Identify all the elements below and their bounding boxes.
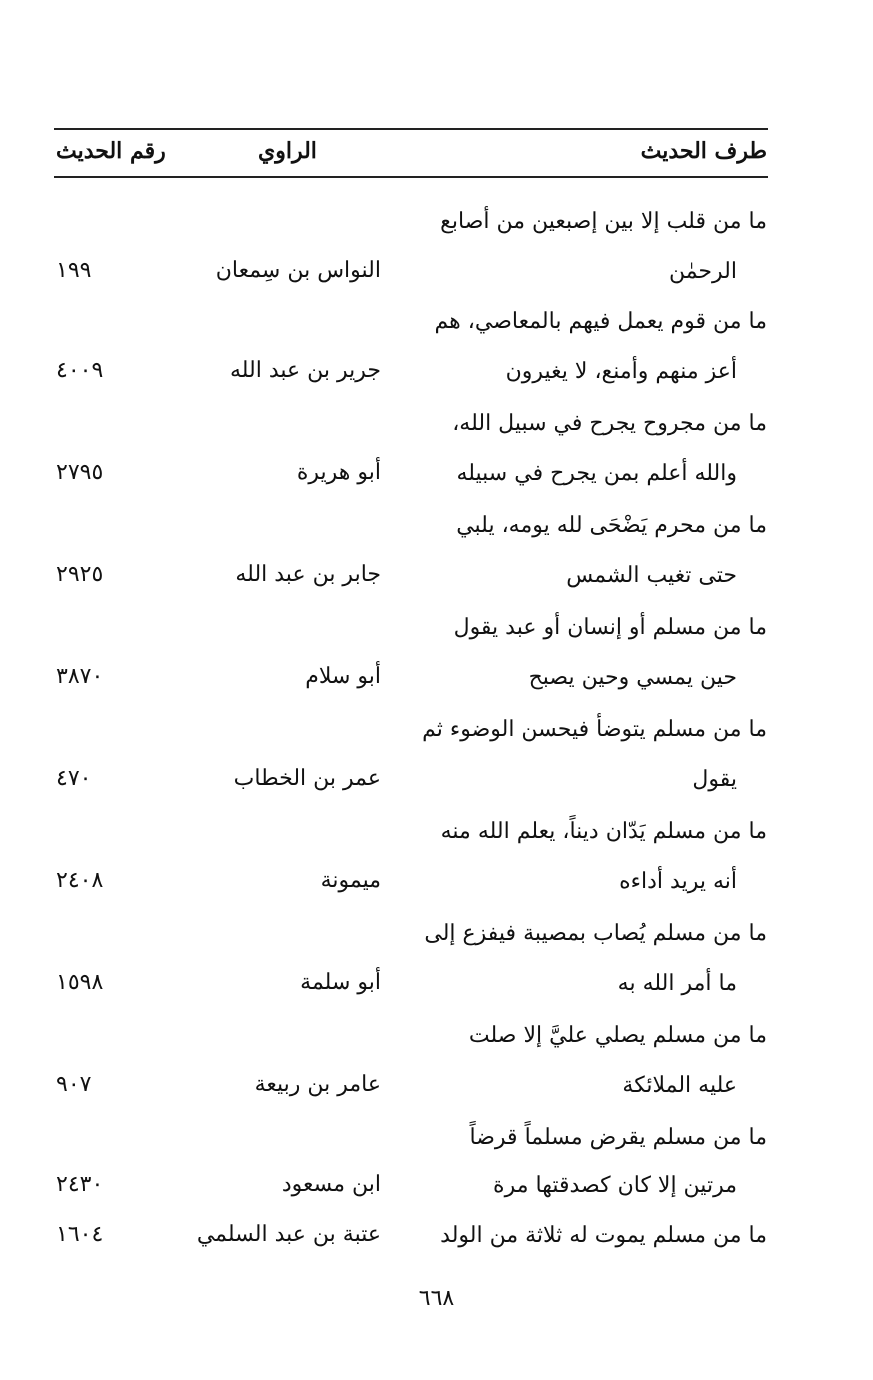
hadith-text-line1: ما من قوم يعمل فيهم بالمعاصي، هم bbox=[434, 309, 767, 334]
hadith-text-line2: عليه الملائكة bbox=[622, 1073, 737, 1098]
header-hadith: طرف الحديث bbox=[640, 138, 767, 164]
hadith-text-line1: ما من مسلم يَدّان ديناً، يعلم الله منه bbox=[440, 819, 767, 844]
hadith-text-line2: مرتين إلا كان كصدقتها مرة bbox=[493, 1173, 737, 1198]
narrator: أبو هريرة bbox=[296, 460, 381, 485]
narrator: جابر بن عبد الله bbox=[235, 562, 381, 587]
hadith-number: ٢٧٩٥ bbox=[56, 460, 104, 485]
hadith-text-line1: ما من مسلم يصلي عليَّ إلا صلت bbox=[468, 1023, 767, 1048]
hadith-text-line2: أنه يريد أداءه bbox=[619, 869, 737, 894]
hadith-text-line2: والله أعلم بمن يجرح في سبيله bbox=[456, 461, 737, 486]
hadith-number: ٣٨٧٠ bbox=[56, 664, 104, 689]
hadith-text-line1: ما من محرم يَضْحَى لله يومه، يلبي bbox=[456, 513, 767, 538]
hadith-text-line2: حتى تغيب الشمس bbox=[566, 563, 737, 588]
narrator: أبو سلام bbox=[305, 664, 381, 689]
narrator: النواس بن سِمعان bbox=[215, 258, 381, 283]
hadith-text-line1: ما من قلب إلا بين إصبعين من أصابع bbox=[440, 209, 767, 234]
header-narrator: الراوي bbox=[258, 138, 317, 164]
hadith-text-line1: ما من مجروح يجرح في سبيل الله، bbox=[452, 411, 767, 436]
page-number: ٦٦٨ bbox=[418, 1286, 455, 1311]
narrator: أبو سلمة bbox=[300, 970, 381, 995]
narrator: عتبة بن عبد السلمي bbox=[196, 1222, 381, 1247]
hadith-number: ١٦٠٤ bbox=[56, 1222, 104, 1247]
hadith-number: ٢٤٠٨ bbox=[56, 868, 104, 893]
hadith-text-line1: ما من مسلم يتوضأ فيحسن الوضوء ثم bbox=[422, 717, 767, 742]
hadith-number: ٤٧٠ bbox=[56, 766, 92, 791]
hadith-text-line2: يقول bbox=[692, 767, 737, 792]
narrator: ابن مسعود bbox=[281, 1172, 381, 1197]
hadith-text-line1: ما من مسلم أو إنسان أو عبد يقول bbox=[453, 615, 767, 640]
top-rule bbox=[54, 128, 768, 130]
hadith-text-line1: ما من مسلم يُصاب بمصيبة فيفزع إلى bbox=[424, 921, 767, 946]
header-number: رقم الحديث bbox=[56, 138, 166, 164]
hadith-number: ٩٠٧ bbox=[56, 1072, 92, 1097]
narrator: عامر بن ربيعة bbox=[254, 1072, 381, 1097]
hadith-text-line2: الرحمٰن bbox=[668, 259, 737, 284]
hadith-number: ٢٤٣٠ bbox=[56, 1172, 104, 1197]
hadith-number: ١٩٩ bbox=[56, 258, 92, 283]
hadith-text-line1: ما من مسلم يموت له ثلاثة من الولد bbox=[440, 1223, 767, 1248]
narrator: ميمونة bbox=[320, 868, 381, 893]
hadith-number: ٤٠٠٩ bbox=[56, 358, 104, 383]
hadith-text-line2: ما أمر الله به bbox=[617, 971, 737, 996]
narrator: عمر بن الخطاب bbox=[233, 766, 381, 791]
hadith-number: ١٥٩٨ bbox=[56, 970, 104, 995]
hadith-number: ٢٩٢٥ bbox=[56, 562, 104, 587]
hadith-text-line1: ما من مسلم يقرض مسلماً قرضاً bbox=[469, 1125, 767, 1150]
hadith-text-line2: حين يمسي وحين يصبح bbox=[528, 665, 737, 690]
narrator: جرير بن عبد الله bbox=[229, 358, 381, 383]
header-rule bbox=[54, 176, 768, 178]
hadith-text-line2: أعز منهم وأمنع، لا يغيرون bbox=[505, 359, 737, 384]
